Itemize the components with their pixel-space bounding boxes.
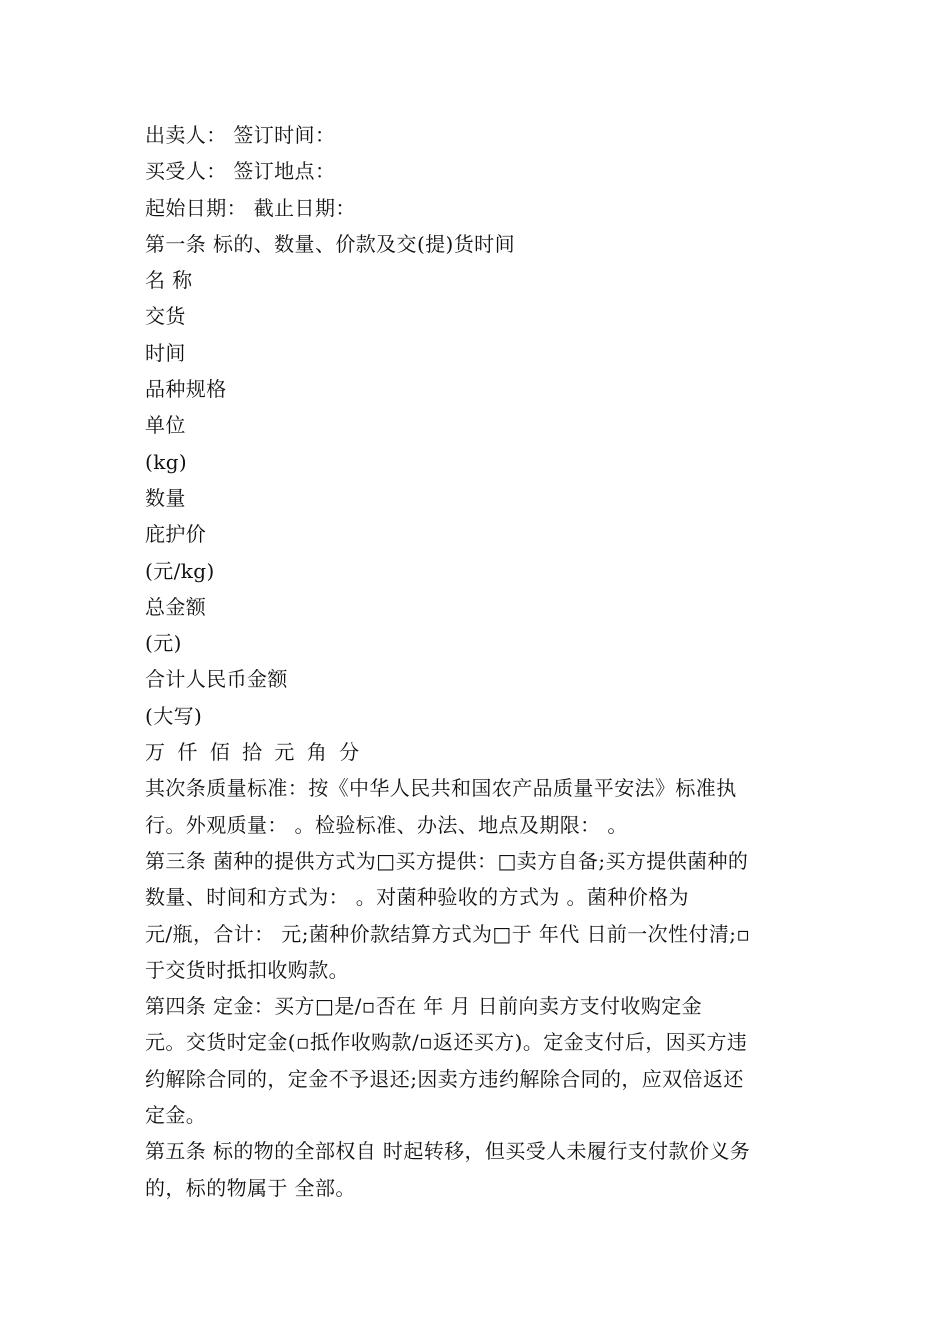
table-item-amount-units: 万 仟 佰 拾 元 角 分 bbox=[145, 740, 363, 765]
seller-line: 出卖人： 签订时间： bbox=[145, 123, 336, 147]
table-item-name: 名 称 bbox=[145, 268, 193, 293]
article-3-line-1: 第三条 菌种的提供方式为□买方提供：□卖方自备;买方提供菌种的 bbox=[145, 848, 749, 873]
article-3-line-3: 元/瓶，合计： 元;菌种价款结算方式为□于 年代 日前一次性付清;▫ bbox=[145, 921, 751, 946]
article-4-line-2: 元。交货时定金(▫抵作收购款/▫返还买方)。定金支付后，因买方违 bbox=[145, 1030, 748, 1055]
article-4-line-1: 第四条 定金：买方□是/▫否在 年 月 日前向卖方支付收购定金 bbox=[145, 994, 703, 1019]
table-item-total-unit: (元) bbox=[145, 631, 182, 656]
article-3-line-2: 数量、时间和方式为： 。对菌种验收的方式为 。菌种价格为 bbox=[145, 885, 689, 910]
table-item-unit: 单位 bbox=[145, 413, 186, 438]
dates-line: 起始日期： 截止日期： bbox=[145, 195, 356, 220]
article-2-line-1: 其次条质量标准：按《中华人民共和国农产品质量平安法》标准执 bbox=[145, 776, 737, 801]
article-5-line-2: 的，标的物属于 全部。 bbox=[145, 1175, 356, 1200]
article-5-line-1: 第五条 标的物的全部权自 时起转移，但买受人未履行支付款价义务 bbox=[145, 1139, 751, 1164]
table-item-uppercase: (大写) bbox=[145, 703, 203, 728]
table-item-rmb-total: 合计人民币金额 bbox=[145, 667, 288, 692]
table-item-quantity: 数量 bbox=[145, 485, 186, 510]
article-4-line-3: 约解除合同的，定金不予退还;因卖方违约解除合同的，应双倍返还 bbox=[145, 1066, 744, 1091]
article-4-line-4: 定金。 bbox=[145, 1103, 207, 1128]
table-item-total: 总金额 bbox=[145, 594, 207, 619]
article-2-line-2: 行。外观质量： 。检验标准、办法、地点及期限： 。 bbox=[145, 812, 628, 837]
table-item-unit-kg: (kg) bbox=[145, 449, 188, 474]
article-1-title: 第一条 标的、数量、价款及交(提)货时间 bbox=[145, 231, 515, 256]
document-body bbox=[145, 117, 815, 1206]
table-item-delivery: 交货 bbox=[145, 304, 186, 329]
table-item-price-unit: (元/kg) bbox=[145, 558, 215, 583]
table-item-time: 时间 bbox=[145, 340, 186, 365]
table-item-variety: 品种规格 bbox=[145, 377, 227, 402]
article-3-line-4: 于交货时抵扣收购款。 bbox=[145, 957, 349, 982]
table-item-price: 庇护价 bbox=[145, 522, 207, 547]
buyer-line: 买受人： 签订地点： bbox=[145, 159, 336, 184]
